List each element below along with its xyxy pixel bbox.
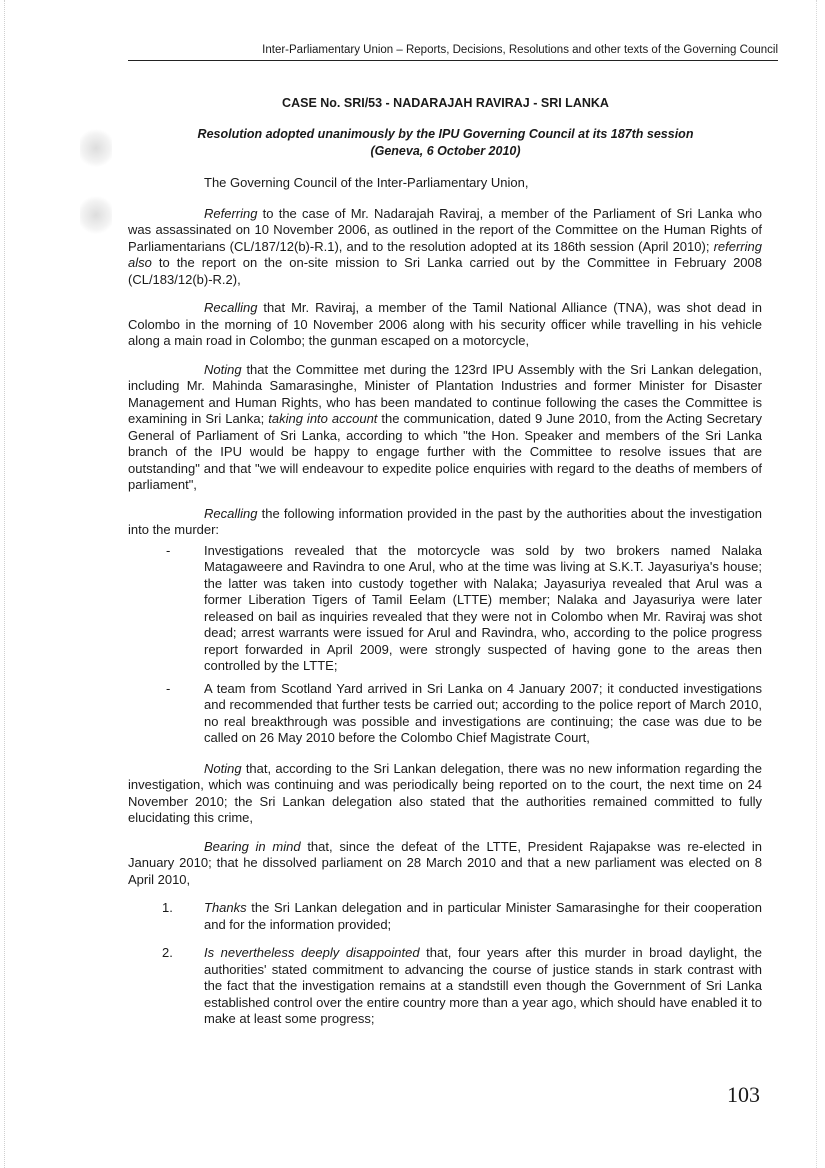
lead-word: referring also [128, 238, 762, 270]
paragraph-recalling-1 [128, 300, 762, 350]
list-item [128, 543, 762, 675]
paragraph-text: that the Committee met during the 123rd IPU Assembly with the Sri Lankan delegation, including Mr. Mahinda Samarasinghe, Minister of Plantation Industries and former Minister for Disaster Management and Human Rights, who has been mandated to continue following the cases the Committee is examining in Sri Lanka; [128, 361, 762, 426]
paragraph-text: that, according to the Sri Lankan delegation, there was no new information regarding the investigation, which was continuing and was periodically being reported on to the court, the next time on 24 November 2010; the Sri Lankan delegation also stated that the authorities remained committed to fully elucidating this crime, [128, 760, 762, 825]
scan-margin-line-right [816, 0, 817, 1168]
scan-smudge [80, 195, 112, 235]
paragraph-text: that, since the defeat of the LTTE, President Rajapakse was re-elected in January 2010; that he dissolved parliament on 28 March 2010 and that a new parliament was elected on 8 April 2010, [128, 838, 762, 887]
case-title: CASE No. SRI/53 - NADARAJAH RAVIRAJ - SRI LANKA [282, 96, 609, 110]
paragraph-text: that Mr. Raviraj, a member of the Tamil National Alliance (TNA), was shot dead in Colombo in the morning of 10 November 2006 along with his security officer while travelling in his vehicle along a main road in Colombo; the gunman escaped on a motorcycle, [128, 300, 762, 348]
lead-word: Noting [204, 760, 242, 776]
lead-word: Thanks [204, 900, 247, 915]
numbered-item [128, 945, 762, 1028]
numbered-item [128, 900, 762, 933]
resolution-line-2: (Geneva, 6 October 2010) [370, 144, 521, 158]
paragraph-text: to the report on the on-site mission to Sri Lanka carried out by the Committee in February 2008 (CL/183/12(b)-R.2), [128, 255, 762, 287]
numbered-list [128, 900, 762, 1028]
scan-smudge [80, 128, 112, 168]
paragraph-referring [128, 206, 762, 289]
item-number: 2. [162, 945, 173, 960]
lead-word: Noting [204, 361, 242, 377]
lead-word: Is nevertheless deeply disappointed [204, 945, 420, 960]
resolution-body [128, 175, 762, 1040]
paragraph-recalling-2 [128, 506, 762, 539]
list-item-text: Investigations revealed that the motorcycle was sold by two brokers named Nalaka Matagaweere and Ravindra to one Arul, who at the time was living at S.K.T. Jayasuriya's house; the latter was taken into custody together with Nalaka; Jayasuriya revealed that Arul was a former Liberation Tigers of Tamil Eelam (LTTE) member; Nalaka and Jayasuriya were later released on bail as inquiries revealed that they were not in Colombo when Mr. Raviraj was shot dead; arrest warrants were issued for Arul and Ravindra, who, according to the police progress report forwarded in April 2009, were strongly suspected of having gone to the areas then controlled by the LTTE; [204, 542, 762, 673]
paragraph-noting-1 [128, 362, 762, 494]
list-item-text: A team from Scotland Yard arrived in Sri Lanka on 4 January 2007; it conducted investigations and recommended that further tests be carried out; according to the police report of March 2010, no real breakthrough was possible and investigations are continuing; the case was due to be called on 26 May 2010 before the Colombo Chief Magistrate Court, [204, 680, 762, 745]
header-rule [128, 60, 778, 61]
item-number: 1. [162, 900, 173, 915]
scan-margin-line [4, 0, 5, 1168]
paragraph-bearing [128, 839, 762, 889]
lead-word: Recalling [204, 300, 258, 315]
page-number: 103 [727, 1082, 760, 1107]
item-text: that, four years after this murder in broad daylight, the authorities' stated commitment to advancing the course of justice stands in stark contrast with the fact that the investigation remains at a standstill even though the Government of Sri Lanka established control over the entire country more than a year ago, which should have enabled it to make at least some progress; [204, 945, 762, 1026]
bullet-dash: - [166, 542, 171, 558]
opening-line: The Governing Council of the Inter-Parliamentary Union, [204, 175, 529, 190]
resolution-subtitle [128, 126, 763, 160]
lead-word: Recalling [204, 505, 258, 521]
list-item [128, 681, 762, 747]
lead-word: Referring [204, 205, 258, 221]
paragraph-noting-2 [128, 761, 762, 827]
lead-word: taking into account [268, 411, 378, 426]
paragraph-text: the following information provided in the past by the authorities about the investigation into the murder: [128, 505, 762, 537]
bullet-list [128, 543, 762, 747]
lead-word: Bearing in mind [204, 838, 301, 854]
item-text: the Sri Lankan delegation and in particular Minister Samarasinghe for their cooperation and for the information provided; [204, 900, 762, 932]
resolution-line-1: Resolution adopted unanimously by the IPU Governing Council at its 187th session [197, 127, 694, 141]
paragraph-text: to the case of Mr. Nadarajah Raviraj, a member of the Parliament of Sri Lanka who was assassinated on 10 November 2006, as outlined in the report of the Committee on the Human Rights of Parliamentarians (CL/187/12(b)-R.1), and to the resolution adopted at its 186th session (April 2010); [128, 205, 762, 254]
bullet-dash: - [166, 680, 171, 696]
running-header: Inter-Parliamentary Union – Reports, Decisions, Resolutions and other texts of the Governing Council [262, 44, 778, 56]
paragraph-text: the communication, dated 9 June 2010, from the Acting Secretary General of Parliament of Sri Lanka, according to which "the Hon. Speaker and members of the Sri Lanka branch of the IPU would be happy to engage further with the Committee to resolve issues that are outstanding" and that "we will endeavour to expedite police enquiries with regard to the deaths of members of parliament", [128, 411, 763, 492]
